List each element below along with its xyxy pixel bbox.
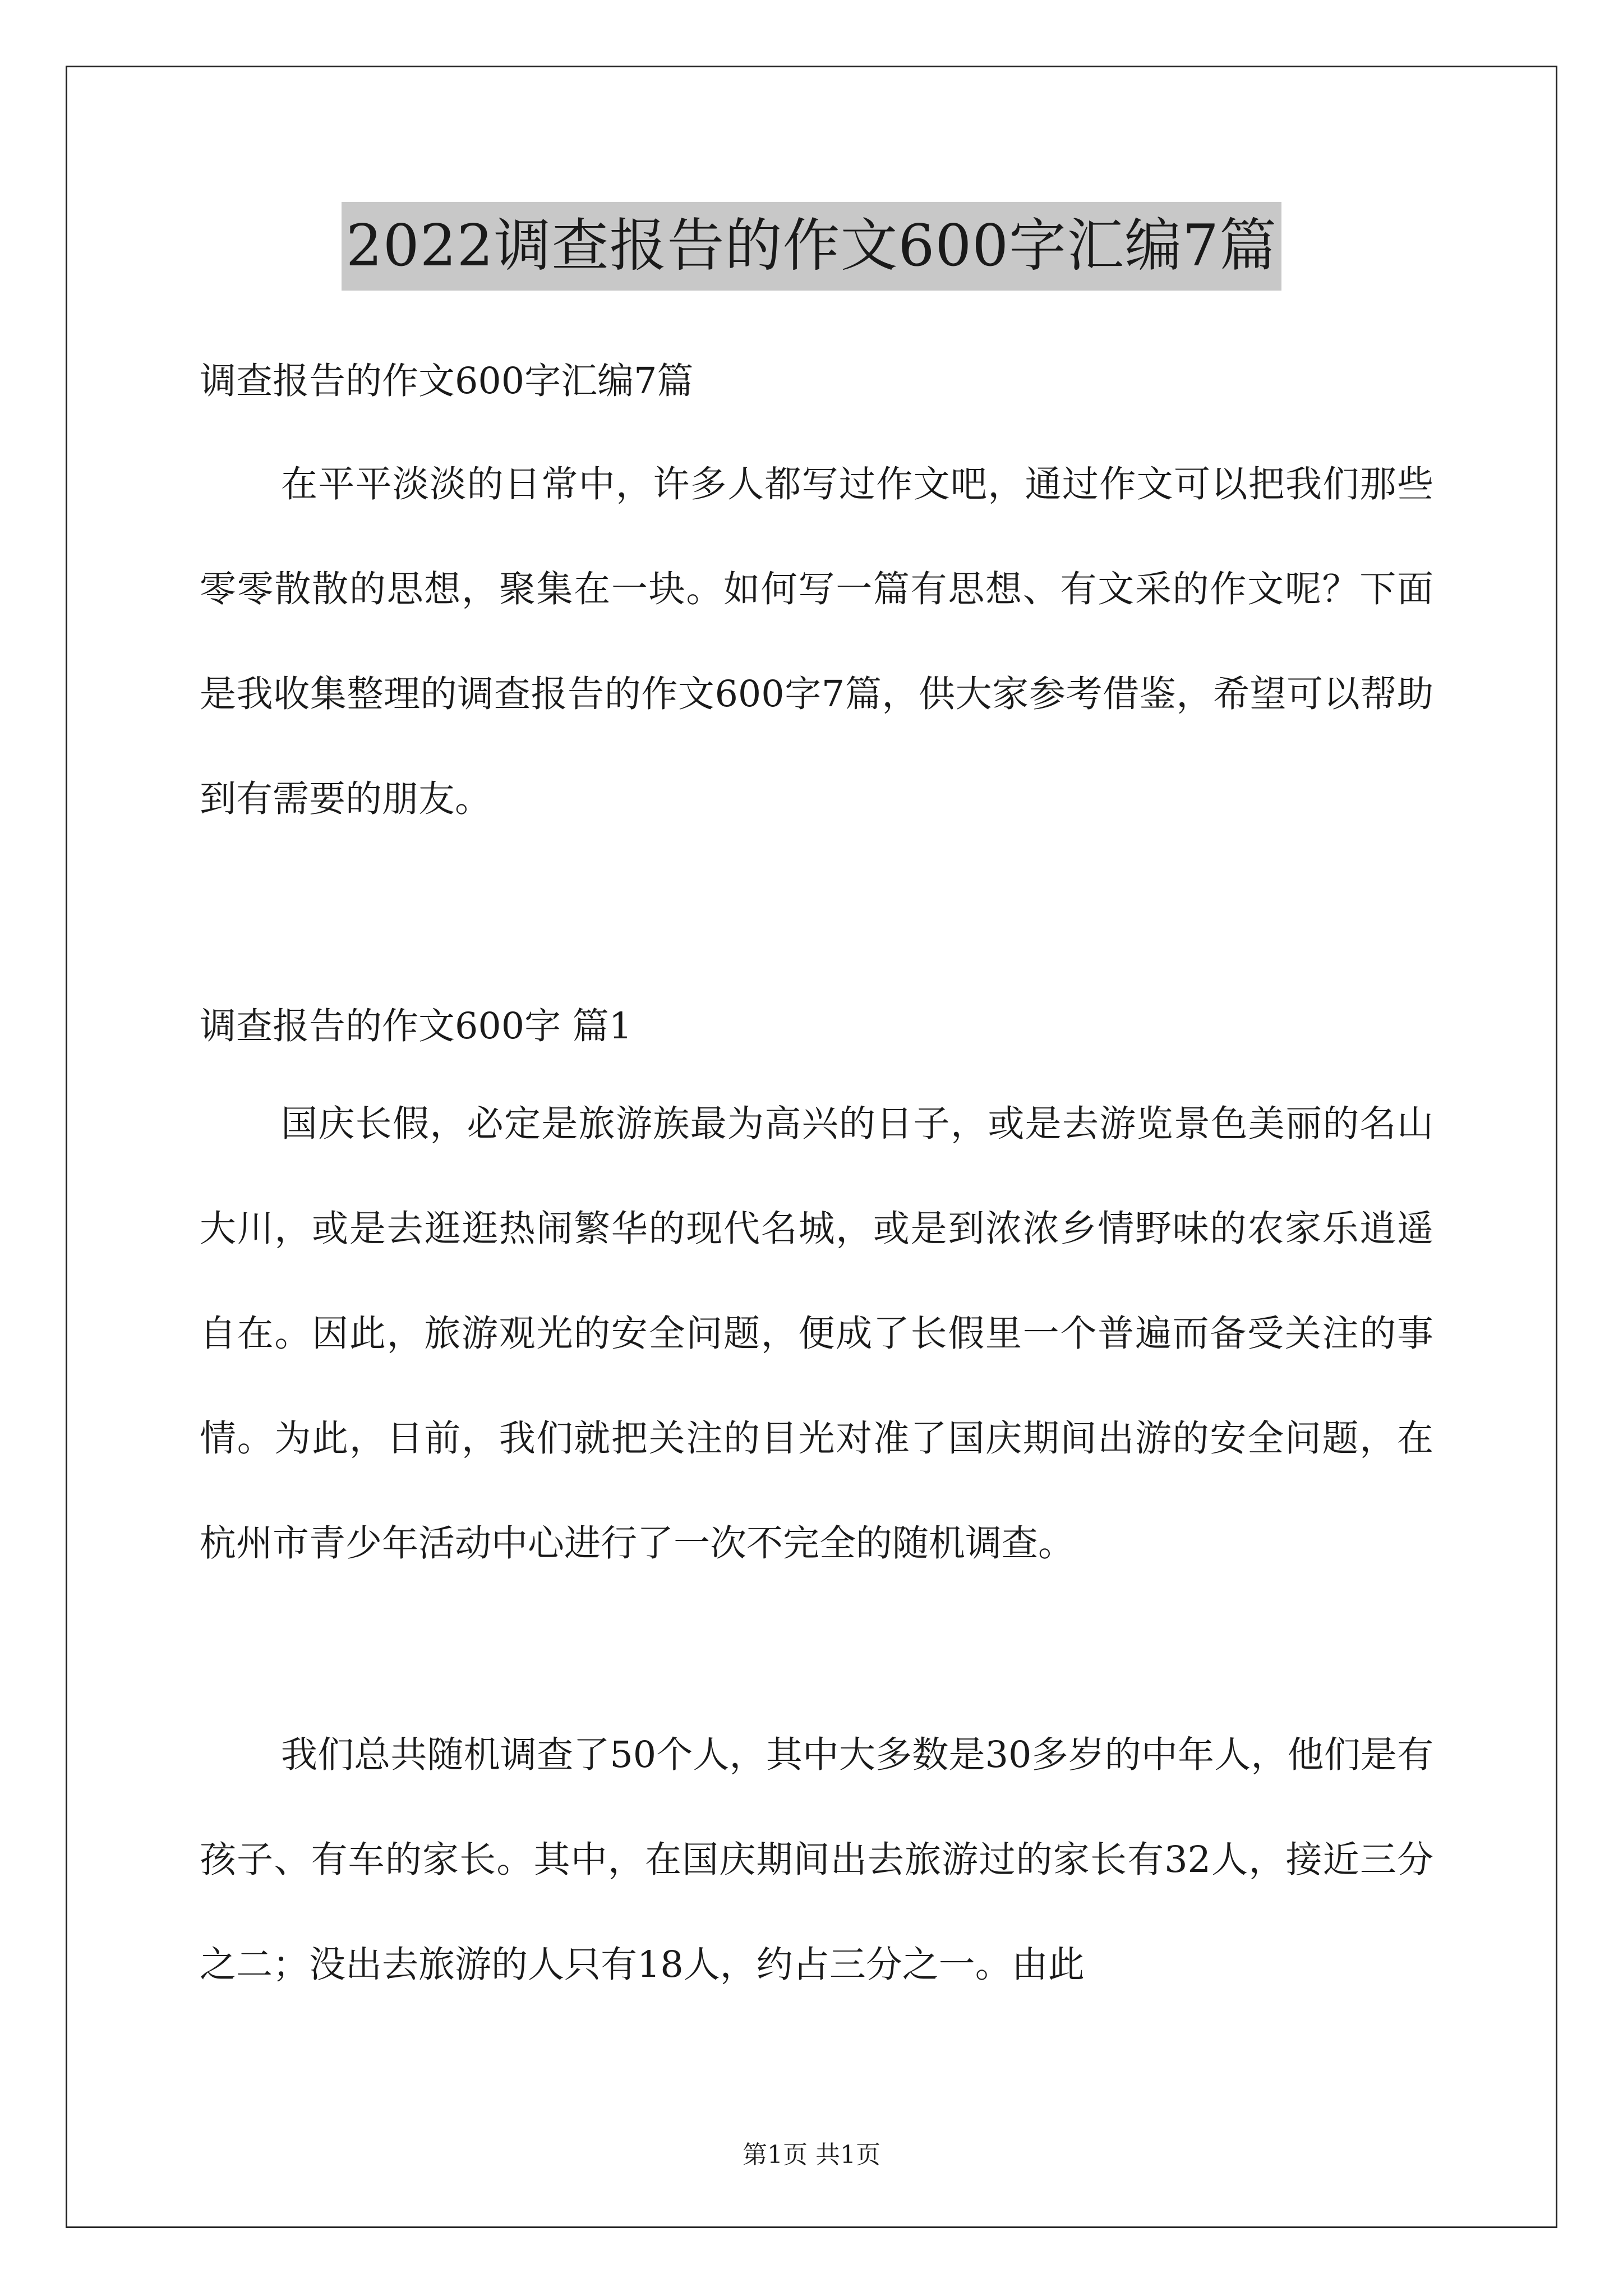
section-heading: 调查报告的作文600字 篇1 <box>200 1005 633 1047</box>
intro-paragraph: 在平平淡淡的日常中，许多人都写过作文吧，通过作文可以把我们那些零零散散的思想，聚集在一块。如何写一篇有思想、有文采的作文呢？下面是我收集整理的调查报告的作文600字7篇，供大家参考借鉴，希望可以帮助到有需要的朋友。 <box>200 463 1433 820</box>
body-paragraph-1: 国庆长假，必定是旅游族最为高兴的日子，或是去游览景色美丽的名山大川，或是去逛逛热闹繁华的现代名城，或是到浓浓乡情野味的农家乐逍遥自在。因此，旅游观光的安全问题，便成了长假里一个普遍而备受关注的事情。为此，日前，我们就把关注的目光对准了国庆期间出游的安全问题，在杭州市青少年活动中心进行了一次不完全的随机调查。 <box>200 1103 1433 1565</box>
document-title: 2022调查报告的作文600字汇编7篇 <box>342 202 1281 291</box>
page-footer: 第1页 共1页 <box>743 2141 880 2169</box>
title-container <box>0 202 1623 291</box>
body-paragraph-2: 我们总共随机调查了50个人，其中大多数是30多岁的中年人，他们是有孩子、有车的家长。其中，在国庆期间出去旅游过的家长有32人，接近三分之二；没出去旅游的人只有18人，约占三分之一。由此 <box>200 1734 1433 1986</box>
document-subtitle: 调查报告的作文600字汇编7篇 <box>200 360 694 402</box>
